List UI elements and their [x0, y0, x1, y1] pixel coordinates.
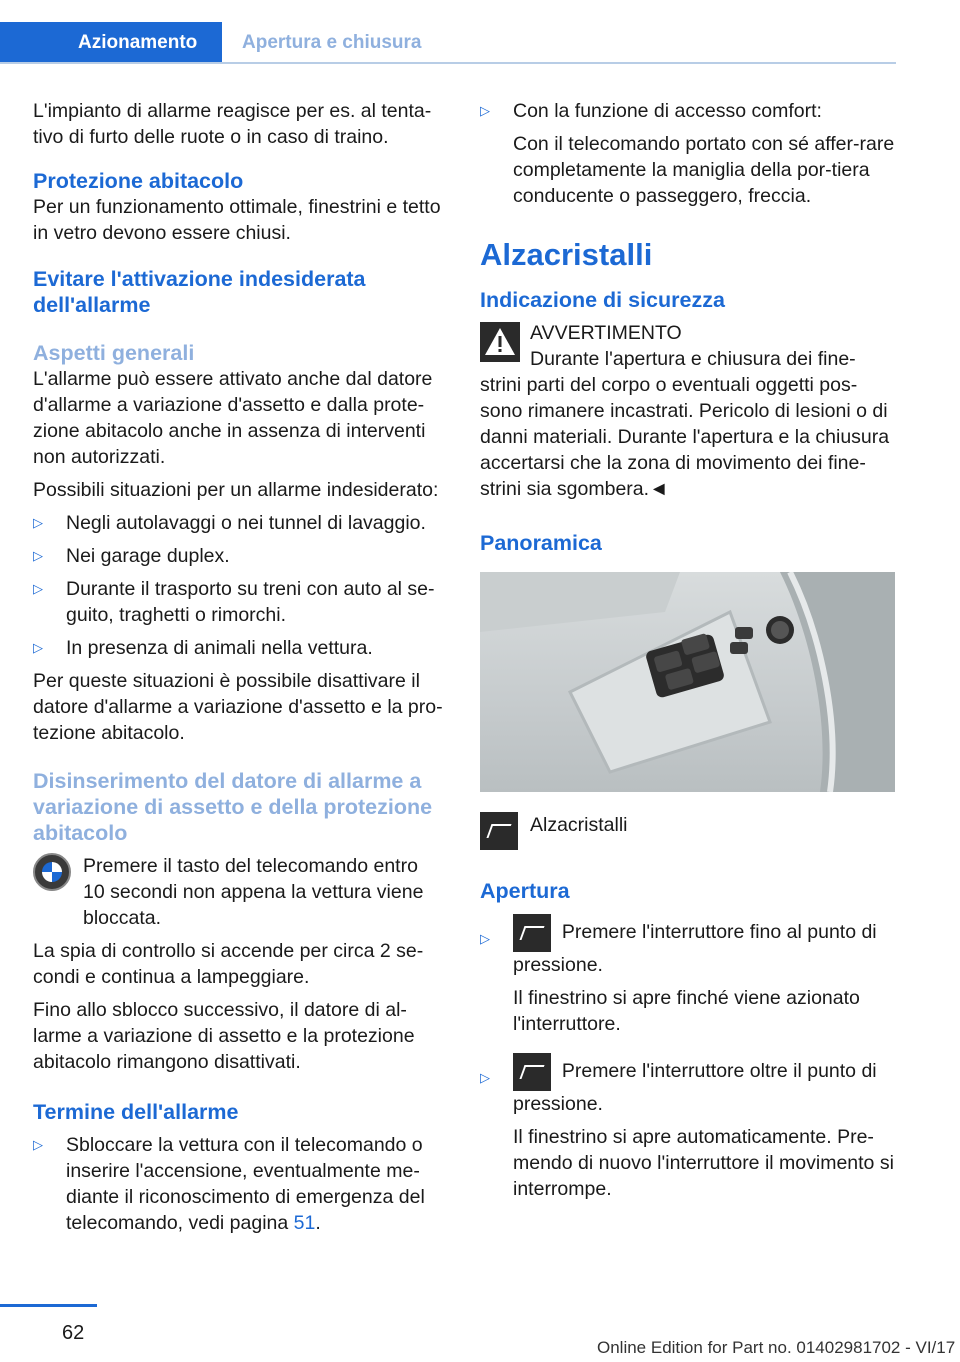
- window-lifter-icon: [513, 914, 551, 952]
- window-switch-photo: [480, 572, 895, 792]
- triangle-bullet-icon: ▷: [480, 103, 490, 118]
- triangle-bullet-icon: ▷: [33, 640, 43, 655]
- caption-alzacristalli: Alzacristalli: [530, 814, 628, 836]
- left-column: [33, 98, 445, 1236]
- text-premere: Premere il tasto del telecomando entro 10 secondi non appena la vettura viene bloccata.: [83, 855, 424, 929]
- caption-row: [480, 812, 896, 852]
- remote-instruction: [33, 853, 445, 931]
- tab-azionamento[interactable]: Azionamento: [0, 22, 222, 62]
- text-queste: Per queste situazioni è possibile disattivare il datore d'allarme a variazione d'assetto e la pro-tezione abitacolo.: [33, 670, 443, 744]
- page-link[interactable]: 51: [293, 1212, 316, 1234]
- list-item: ▷ In presenza di animali nella vettura.: [33, 637, 373, 659]
- footer-rule: [0, 1304, 97, 1307]
- list-item: ▷ Con la funzione di accesso comfort:: [480, 100, 822, 122]
- heading-sicurezza: Indicazione di sicurezza: [480, 288, 725, 312]
- header-tabs: [0, 22, 896, 64]
- list-item: ▷ Sbloccare la vettura con il telecomando o inserire l'accensione, eventualmente me-diante il riconoscimento di emergenza del telecomando, vedi pagina 51.: [33, 1134, 425, 1234]
- text-fino: Fino allo sblocco successivo, il datore di al-larme a variazione di assetto e la protezione abitacolo rimangono disattivati.: [33, 999, 415, 1073]
- warning-title: AVVERTIMENTO: [530, 322, 682, 344]
- triangle-bullet-icon: ▷: [33, 1137, 43, 1152]
- warning-text: Durante l'apertura e chiusura dei fine-strini parti del corpo o eventuali oggetti pos-sono rimanere incastrati. Pericolo di lesioni o di danni materiali. Durante l'apertura e la chiusura accertarsi che la zona di movimento dei fine-strini sia sgombera.◄: [480, 348, 890, 500]
- triangle-bullet-icon: ▷: [33, 548, 43, 563]
- warning-block: [480, 320, 896, 346]
- heading-evitare: Evitare l'attivazione indesiderata dell'allarme: [33, 267, 366, 317]
- triangle-bullet-icon: ▷: [480, 1070, 490, 1085]
- warning-icon: [480, 322, 520, 362]
- list-item: ▷ Durante il trasporto su treni con auto al se-guito, traghetti o rimorchi.: [33, 578, 435, 626]
- heading-panoramica: Panoramica: [480, 531, 602, 555]
- list-item: ▷ Negli autolavaggi o nei tunnel di lavaggio.: [33, 512, 426, 534]
- window-lifter-icon: [513, 1053, 551, 1091]
- page-number: 62: [62, 1322, 85, 1344]
- text-aspetti: L'allarme può essere attivato anche dal datore d'allarme a variazione d'assetto e dalla prote-zione abitacolo anche in assenza di interventi non autorizzati.: [33, 368, 433, 468]
- text-possibili: Possibili situazioni per un allarme indesiderato:: [33, 479, 439, 501]
- edition-note: Online Edition for Part no. 01402981702 - VI/17: [597, 1338, 956, 1357]
- list-item: ▷ Nei garage duplex.: [33, 545, 230, 567]
- heading-protezione: Protezione abitacolo: [33, 169, 244, 193]
- text-b1: Il finestrino si apre finché viene azionato l'interruttore.: [513, 987, 860, 1035]
- list-item: ▷ Premere l'interruttore oltre il punto di pressione.: [480, 1053, 896, 1117]
- triangle-bullet-icon: ▷: [480, 931, 490, 946]
- triangle-bullet-icon: ▷: [33, 581, 43, 596]
- heading-alzacristalli: Alzacristalli: [480, 237, 653, 272]
- text-spia: La spia di controllo si accende per circa 2 se-condi e continua a lampeggiare.: [33, 940, 424, 988]
- window-lifter-icon: [480, 812, 518, 850]
- heading-apertura: Apertura: [480, 879, 570, 903]
- bmw-remote-button-icon: [33, 853, 71, 891]
- intro-text: L'impianto di allarme reagisce per es. al tenta-tivo di furto delle ruote o in caso di traino.: [33, 100, 432, 148]
- text-comfort: Con il telecomando portato con sé affer-rare completamente la maniglia della por-tiera conducente o passeggero, freccia.: [513, 133, 895, 207]
- tab-apertura-chiusura[interactable]: Apertura e chiusura: [242, 32, 422, 53]
- triangle-bullet-icon: ▷: [33, 515, 43, 530]
- text-protezione: Per un funzionamento ottimale, finestrini e tetto in vetro devono essere chiusi.: [33, 196, 441, 244]
- heading-disinserimento: Disinserimento del datore di allarme a variazione di assetto e della protezione abitacolo: [33, 769, 433, 845]
- list-item: ▷ Premere l'interruttore fino al punto di pressione.: [480, 914, 896, 978]
- heading-termine: Termine dell'allarme: [33, 1100, 239, 1124]
- heading-aspetti: Aspetti generali: [33, 341, 195, 365]
- text-b2: Il finestrino si apre automaticamente. Pre-mendo di nuovo l'interruttore il movimento si interrompe.: [513, 1126, 894, 1200]
- right-column: [480, 98, 896, 1202]
